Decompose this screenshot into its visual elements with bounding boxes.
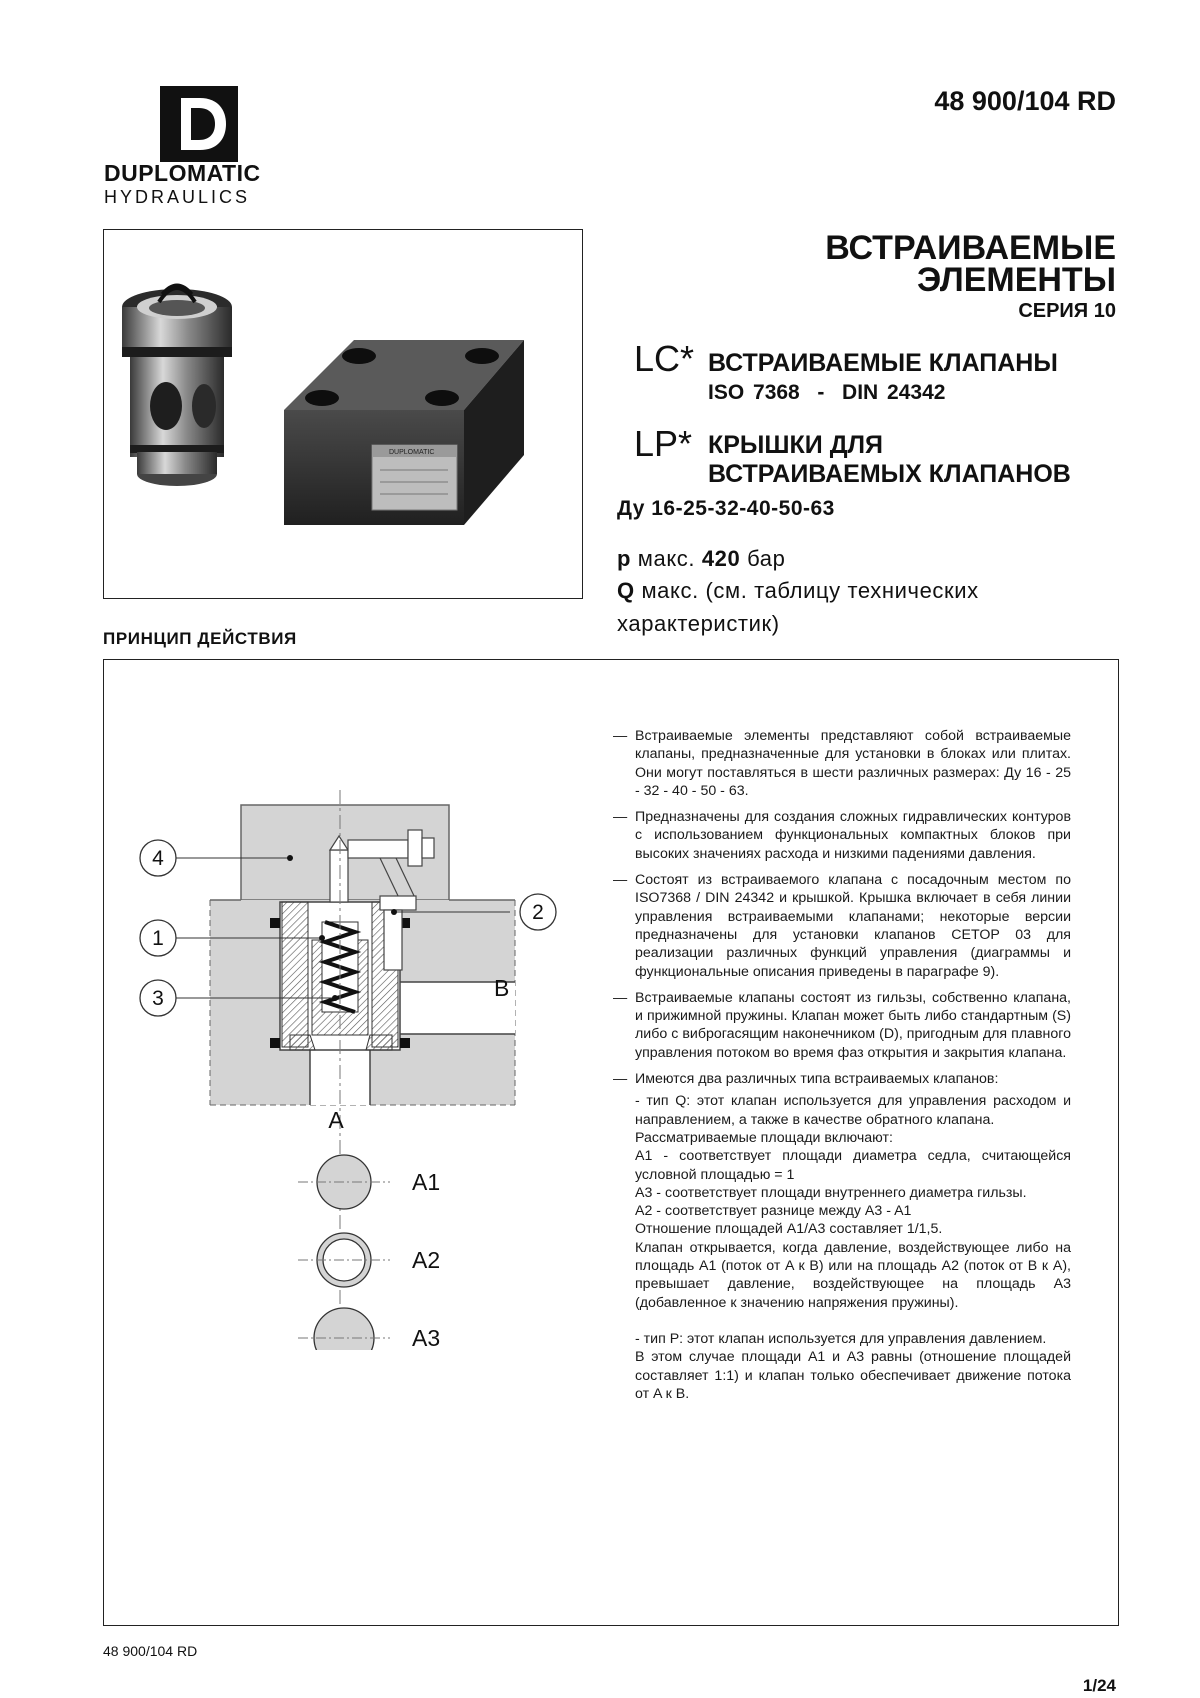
- product-illustration: [104, 230, 581, 597]
- lp-title-line-1: КРЫШКИ ДЛЯ: [708, 431, 884, 459]
- nominal-sizes: Ду 16-25-32-40-50-63: [617, 497, 835, 520]
- section-heading: ПРИНЦИП ДЕЙСТВИЯ: [103, 629, 297, 648]
- area-a2-label: A2: [412, 1247, 441, 1273]
- callout-2: 2: [532, 901, 544, 924]
- type-q-ratio: Отношение площадей A1/A3 составляет 1/1,5.: [635, 1221, 943, 1238]
- flow-symbol: Q: [617, 578, 635, 603]
- area-a1-label: A1: [412, 1169, 441, 1195]
- type-q-a2: A2 - соответствует разнице между A3 - A1: [635, 1203, 912, 1220]
- cartridge-valve-icon: [122, 285, 232, 486]
- list-item: — Предназначены для создания сложных гидравлических контуров с использованием функциональных компактных блоков при высоких значениях расхода и низкими падениями давления.: [613, 809, 1071, 862]
- lp-code: LP*: [634, 423, 693, 464]
- flow-text-1: макс. (см. таблицу технических: [641, 578, 979, 603]
- list-item: — Состоят из встраиваемого клапана с посадочным местом по ISO7368 / DIN 24342 и крышкой. Крышка включает в себя линии управления встраиваемыми клапанами; некоторые версии предназначены для установки клапанов CETOP 03 для реализации различных функций управления (диаграммы и функциональные описания приведены в параграфе 9).: [613, 872, 1071, 980]
- brand-subtitle: HYDRAULICS: [104, 187, 251, 207]
- title-line-1: ВСТРАИВАЕМЫЕ: [825, 229, 1116, 267]
- brand-name: DUPLOMATIC: [104, 160, 261, 186]
- callout-1: 1: [152, 927, 164, 950]
- type-q-opening: Клапан открывается, когда давление, воздействующее либо на площадь A1 (поток от A к B) или на площадь A2 (поток от B к A), превышает давление, воздействующее на площадь A3 (добавленное к значению напряжения пружины).: [635, 1239, 1071, 1311]
- iso-standard: ISO 7368 - DIN 24342: [708, 381, 946, 404]
- spec-flow: [617, 578, 979, 604]
- area-a3-icon: [314, 1308, 374, 1350]
- type-q-areas-label: Рассматриваемые площади включают:: [635, 1129, 893, 1146]
- product-photo: [103, 229, 583, 599]
- lp-title-line-2: ВСТРАИВАЕМЫХ КЛАПАНОВ: [708, 460, 1071, 488]
- bullet-text: Имеются два различных типа встраиваемых клапанов:: [635, 1071, 999, 1088]
- callout-3: 3: [152, 987, 164, 1010]
- list-item: — Встраиваемые клапаны состоят из гильзы, собственно клапана, и прижимной пружины. Клапан может быть либо стандартным (S) либо с виброгасящим наконечником (D), пригодным для плавного управления потоком во время фаз открытия и закрытия клапана.: [613, 989, 1071, 1061]
- bullet-text: Встраиваемые элементы представляют собой встраиваемые клапаны, предназначенные для установки в блоках или плитах. Они могут поставляться в шести различных размерах: Ду 16 - 25 - 32 - 40 - 50 - 63.: [635, 728, 1071, 799]
- type-q-a1: A1 - соответствует площади диаметра седла, считающейся условной площадью = 1: [635, 1148, 1071, 1183]
- footer-document-code: 48 900/104 RD: [103, 1643, 198, 1659]
- duplomatic-logo-icon: [160, 86, 238, 162]
- title-line-2: ЭЛЕМЕНТЫ: [916, 261, 1116, 299]
- cross-section-diagram: [130, 790, 570, 1350]
- list-item: — Встраиваемые элементы представляют собой встраиваемые клапаны, предназначенные для установки в блоках или плитах. Они могут поставляться в шести различных размерах: Ду 16 - 25 - 32 - 40 - 50 - 63.: [613, 728, 1071, 799]
- plate-label: DUPLOMATIC: [389, 449, 435, 456]
- flow-text-2: характеристик): [617, 611, 780, 636]
- list-item: — Имеются два различных типа встраиваемых клапанов:: [613, 1071, 999, 1088]
- page-number: 1/24: [1082, 1676, 1116, 1695]
- bullet-text: Предназначены для создания сложных гидравлических контуров с использованием функциональных компактных блоков при высоких значениях расхода и низкими падениями давления.: [635, 809, 1071, 862]
- type-q-a3: A3 - соответствует площади внутреннего диаметра гильзы.: [635, 1184, 1027, 1201]
- type-p-detail: В этом случае площади A1 и A3 равны (отношение площадей составляет 1:1) и клапан только обеспечивает движение потока от A к B.: [635, 1349, 1071, 1402]
- pressure-label: макс.: [637, 546, 696, 571]
- spec-pressure: [617, 546, 785, 572]
- pressure-unit: бар: [747, 546, 786, 571]
- port-b-label: B: [494, 975, 510, 1001]
- bullet-text: Состоят из встраиваемого клапана с посадочным местом по ISO7368 / DIN 24342 и крышкой. Крышка включает в себя линии управления встраиваемыми клапанами; некоторые версии предназначены для установки клапанов CETOP 03 для реализации различных функций управления (диаграммы и функциональные описания приведены в параграфе 9).: [635, 872, 1071, 980]
- page-title: [825, 229, 1116, 299]
- lp-title: [708, 431, 1071, 489]
- series-label: СЕРИЯ 10: [1018, 300, 1116, 322]
- cover-block-icon: [284, 340, 524, 525]
- callout-4: 4: [152, 847, 164, 870]
- port-a-label: A: [328, 1107, 344, 1133]
- type-p-intro: - тип P: этот клапан используется для управления давлением.: [635, 1330, 1047, 1347]
- pressure-symbol: p: [617, 546, 632, 571]
- bullet-text: Встраиваемые клапаны состоят из гильзы, собственно клапана, и прижимной пружины. Клапан может быть либо стандартным (S) либо с виброгасящим наконечником (D), пригодным для плавного управления потоком во время фаз открытия и закрытия клапана.: [635, 989, 1071, 1061]
- lc-title: ВСТРАИВАЕМЫЕ КЛАПАНЫ: [708, 349, 1058, 377]
- pressure-value: 420: [701, 546, 741, 571]
- description-text: [613, 727, 1071, 1403]
- document-code: 48 900/104 RD: [934, 86, 1116, 116]
- sleeve-left: [282, 902, 308, 1047]
- area-a3-label: A3: [412, 1325, 441, 1350]
- type-q-intro: - тип Q: этот клапан используется для управления расходом и направлением, а также в качестве обратного клапана.: [635, 1093, 1071, 1128]
- lc-code: LC*: [634, 338, 695, 379]
